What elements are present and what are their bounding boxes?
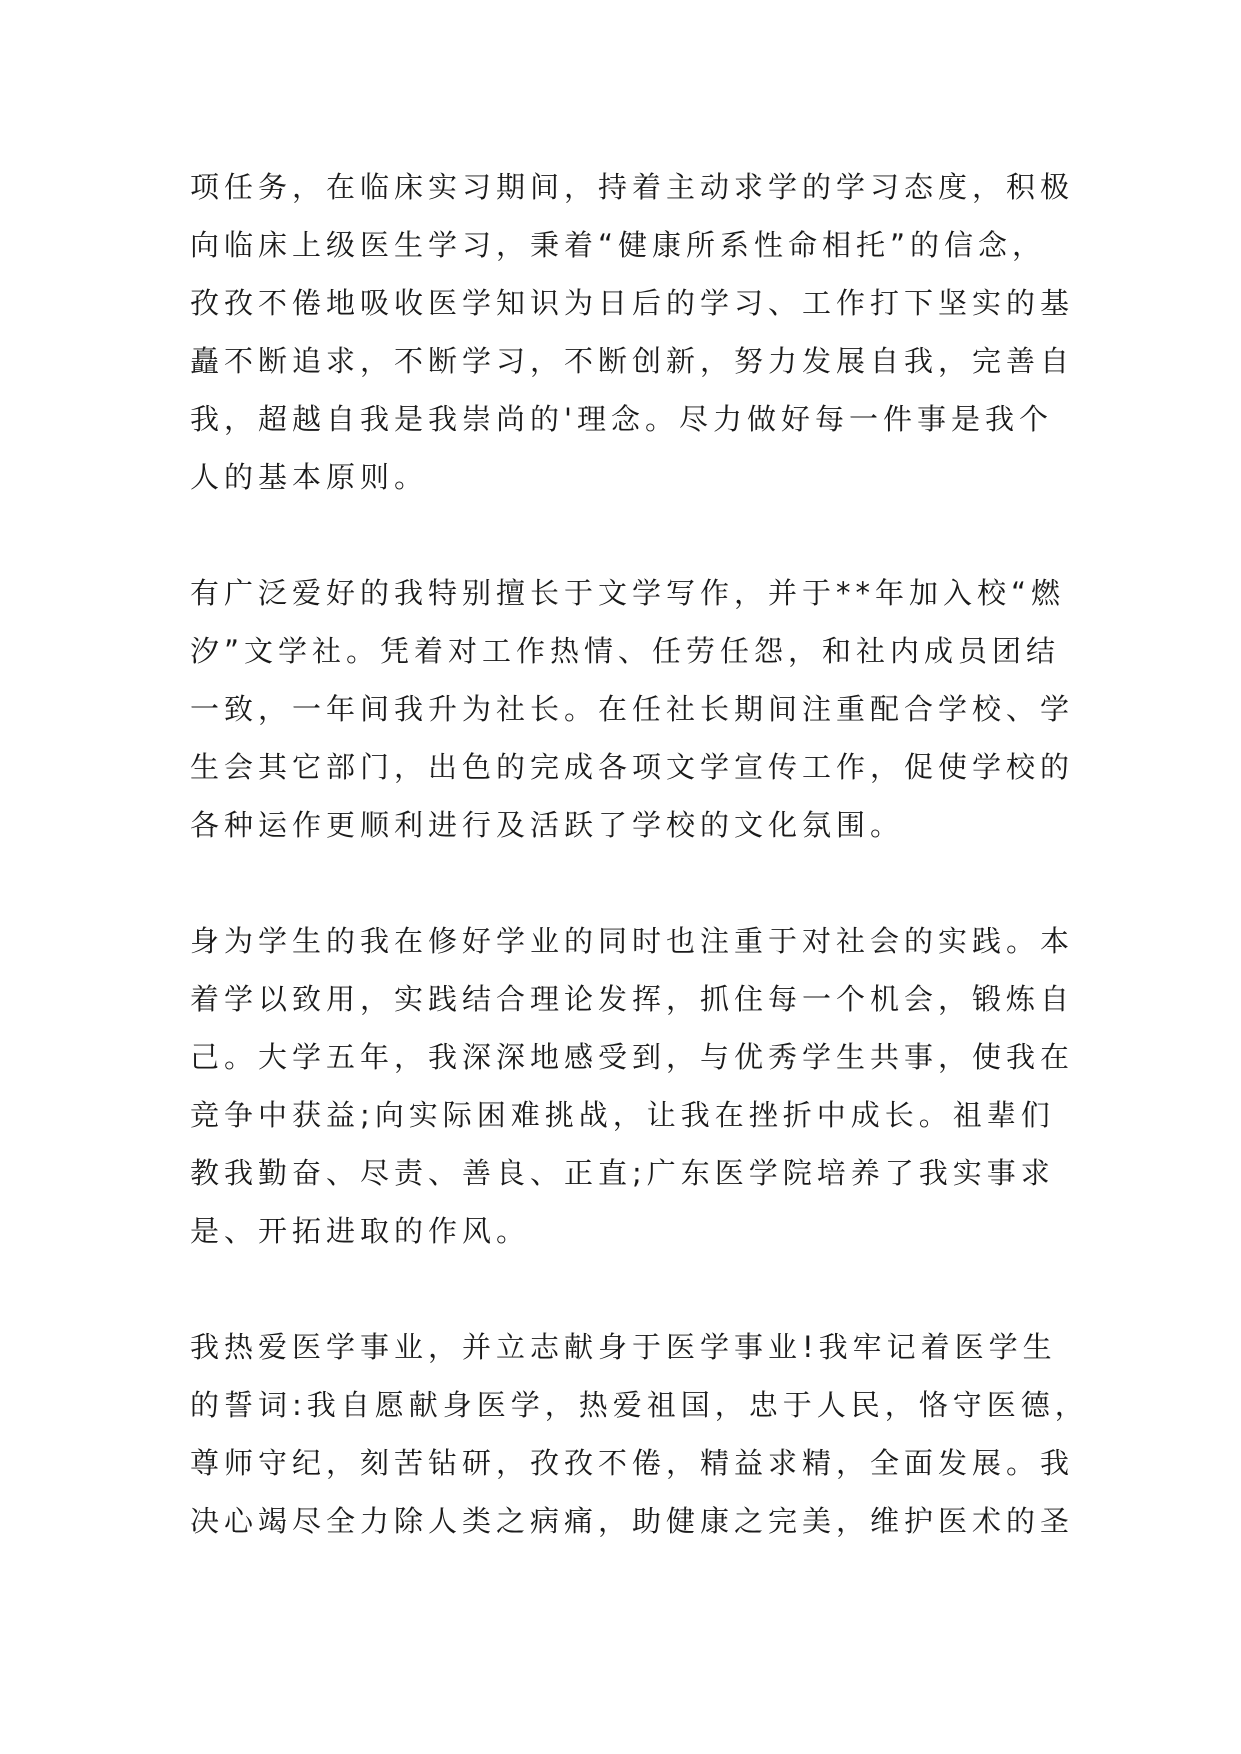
text-line: 身为学生的我在修好学业的同时也注重于对社会的实践。本 [190, 924, 1075, 958]
paragraph-clinical-internship [190, 158, 1075, 506]
text-line: 决心竭尽全力除人类之病痛，助健康之完美，维护医术的圣 [190, 1504, 1075, 1538]
paragraph-social-practice [190, 912, 1075, 1260]
text-line: 生会其它部门，出色的完成各项文学宣传工作，促使学校的 [190, 750, 1075, 784]
text-line: 是、开拓进取的作风。 [190, 1214, 531, 1248]
text-line: 人的基本原则。 [190, 460, 429, 494]
paragraph-spacer [190, 854, 1070, 912]
paragraph-medical-oath [190, 1318, 1089, 1550]
text-line: 我热爱医学事业，并立志献身于医学事业!我牢记着医学生 [190, 1330, 1057, 1364]
text-line: 有广泛爱好的我特别擅长于文学写作，并于**年加入校“燃 [190, 576, 1066, 610]
text-line: 一致，一年间我升为社长。在任社长期间注重配合学校、学 [190, 692, 1075, 726]
text-line: 项任务，在临床实习期间，持着主动求学的学习态度，积极 [190, 170, 1075, 204]
text-line: 各种运作更顺利进行及活跃了学校的文化氛围。 [190, 808, 905, 842]
paragraph-spacer [190, 506, 1070, 564]
text-line: 尊师守纪，刻苦钻研，孜孜不倦，精益求精，全面发展。我 [190, 1446, 1075, 1480]
text-line: 汐”文学社。凭着对工作热情、任劳任怨，和社内成员团结 [190, 634, 1061, 668]
text-line: 矗不断追求，不断学习，不断创新，努力发展自我，完善自 [190, 344, 1075, 378]
text-line: 教我勤奋、尽责、善良、正直;广东医学院培养了我实事求 [190, 1156, 1055, 1190]
paragraph-literary-society [190, 564, 1075, 854]
text-line: 的誓词:我自愿献身医学，热爱祖国，忠于人民，恪守医德， [190, 1388, 1089, 1422]
body-text [190, 158, 1089, 1550]
text-line: 我，超越自我是我崇尚的'理念。尽力做好每一件事是我个 [190, 402, 1053, 436]
paragraph-spacer [190, 1260, 1070, 1318]
text-line: 己。大学五年，我深深地感受到，与优秀学生共事，使我在 [190, 1040, 1075, 1074]
text-line: 孜孜不倦地吸收医学知识为日后的学习、工作打下坚实的基 [190, 286, 1075, 320]
text-line: 向临床上级医生学习，秉着“健康所系性命相托”的信念， [190, 228, 1047, 262]
text-line: 竞争中获益;向实际困难挑战，让我在挫折中成长。祖辈们 [190, 1098, 1055, 1132]
text-line: 着学以致用，实践结合理论发挥，抓住每一个机会，锻炼自 [190, 982, 1075, 1016]
